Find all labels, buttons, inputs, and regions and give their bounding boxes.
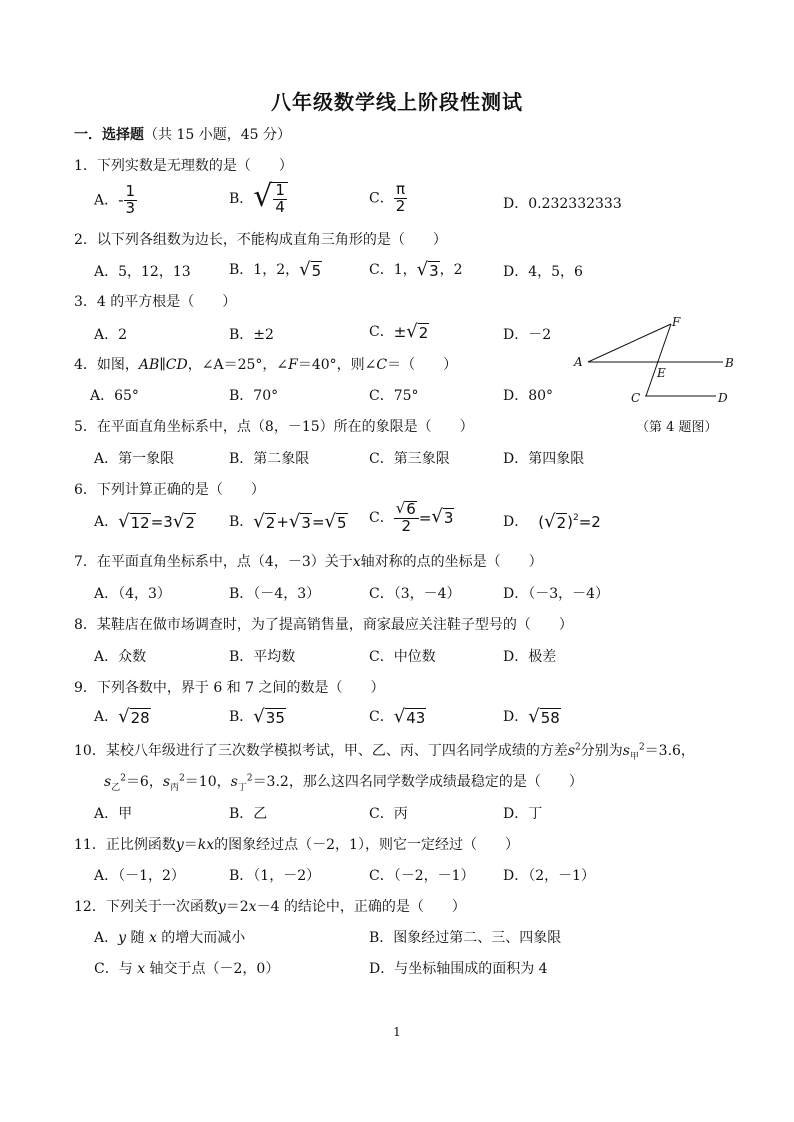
q9-option-c: C． √ 43 <box>369 705 426 727</box>
radical: √ 5 <box>299 258 322 280</box>
radical: √ 3 <box>416 258 439 280</box>
q8-option-a: A．众数 <box>94 649 147 665</box>
q5-option-a: A．第一象限 <box>94 451 175 467</box>
q6-option-b: B． √ 2 + √ 3 = √ 5 <box>229 510 347 532</box>
q4-geometry-figure <box>568 314 738 408</box>
question-5-stem: 5．在平面直角坐标系中，点（8，－15）所在的象限是（ ） <box>74 419 474 435</box>
q10-option-c: C．丙 <box>369 806 408 822</box>
q8-option-c: C．中位数 <box>369 649 436 665</box>
q7-option-d: D．（－3，－4） <box>503 586 610 602</box>
q3-option-c: C．± √ 2 <box>369 320 429 342</box>
q11-option-c: C．（－2，－1） <box>369 868 475 884</box>
q2-option-d: D．4，5，6 <box>503 264 583 280</box>
q6-option-c: C． √ 6 2 = √ 3 <box>369 499 454 535</box>
q8-option-d: D．极差 <box>503 649 557 665</box>
label-d: D <box>718 391 728 405</box>
q7-option-b: B．（－4，3） <box>229 586 321 602</box>
q12-option-b: B．图象经过第二、三、四象限 <box>369 930 562 946</box>
question-4-stem: 4．如图，AB∥CD，∠A＝25°，∠F＝40°，则∠C＝（ ） <box>74 357 458 373</box>
q6-option-d: D． ( √ 2 )2=2 <box>503 510 601 532</box>
q11-option-a: A．（－1，2） <box>94 868 185 884</box>
page-title: 八年级数学线上阶段性测试 <box>271 90 523 114</box>
q12-option-c: C．与 x 轴交于点（－2，0） <box>94 961 280 977</box>
question-10-stem-line1: 10．某校八年级进行了三次数学模拟考试，甲、乙、丙、丁四名同学成绩的方差$s^2$分别为$s_甲^2=3.6$， <box>74 742 695 762</box>
q4-option-c: C．75° <box>369 388 419 404</box>
q2-option-c: C．1， √ 3 ，2 <box>369 258 463 280</box>
segment-af <box>588 324 671 362</box>
q9-option-b: B． √ 35 <box>229 705 285 727</box>
page-number: 1 <box>393 1025 401 1039</box>
q10-option-d: D．丁 <box>503 806 543 822</box>
question-9-stem: 9．下列各数中，界于 6 和 7 之间的数是（ ） <box>74 680 385 696</box>
segment-fc <box>646 324 671 396</box>
section-heading: 一．选择题（共 15 小题，45 分） <box>74 127 291 143</box>
q5-option-d: D．第四象限 <box>503 451 585 467</box>
q3-option-b: B．±2 <box>229 327 274 343</box>
question-1-stem: 1．下列实数是无理数的是（ ） <box>74 158 293 174</box>
question-10-stem-line2: $s_乙^2=6$，$s_丙^2=10$，$s_丁^2=3.2$，那么这四名同学数学成绩最稳定的是（ ） <box>104 773 583 793</box>
q3-option-a: A．2 <box>94 327 128 343</box>
label-a: A <box>574 355 583 369</box>
label-c: C <box>631 391 641 405</box>
label-e: E <box>657 366 666 380</box>
q9-option-a: A． √ 28 <box>94 705 150 727</box>
question-8-stem: 8．某鞋店在做市场调查时，为了提高销售量，商家最应关注鞋子型号的（ ） <box>74 617 573 633</box>
label-f: F <box>672 315 681 329</box>
fraction: $\frac{\pi}{2}$ <box>395 180 406 215</box>
radical: √ 2 <box>406 320 429 342</box>
q4-option-d: D．80° <box>503 388 554 404</box>
q1-option-c: C． $\frac{\pi}{2}$ <box>369 180 406 215</box>
question-7-stem: 7．在平面直角坐标系中，点（4，－3）关于x轴对称的点的坐标是（ ） <box>74 554 543 570</box>
q4-option-a: A．65° <box>90 388 139 404</box>
q6-option-a: A． √ 12 =3 √ 2 <box>94 510 195 532</box>
q12-option-a: A．y 随 x 的增大而减小 <box>94 930 246 946</box>
q11-option-d: D．（2，－1） <box>503 868 596 884</box>
q1-option-b: B． √ $\frac{1}{4}$ <box>229 182 288 216</box>
label-b: B <box>725 356 734 370</box>
fraction: $\frac{1}{3}$ <box>125 182 136 217</box>
q3-option-d: D．－2 <box>503 327 552 343</box>
q7-option-a: A．（4，3） <box>94 586 171 602</box>
q2-option-b: B．1，2， √ 5 <box>229 258 322 280</box>
q1-option-a: A．- $\frac{1}{3}$ <box>94 182 136 217</box>
q8-option-b: B．平均数 <box>229 649 296 665</box>
q7-option-c: C．（3，－4） <box>369 586 461 602</box>
question-12-stem: 12．下列关于一次函数y＝2x－4 的结论中，正确的是（ ） <box>74 899 466 915</box>
q5-option-b: B．第二象限 <box>229 451 310 467</box>
q11-option-b: B．（1，－2） <box>229 868 321 884</box>
q1-option-d: D．0.232332333 <box>503 196 622 212</box>
question-2-stem: 2．以下列各组数为边长，不能构成直角三角形的是（ ） <box>74 232 447 248</box>
question-6-stem: 6．下列计算正确的是（ ） <box>74 482 265 498</box>
q9-option-d: D． √ 58 <box>503 705 560 727</box>
q5-option-c: C．第三象限 <box>369 451 450 467</box>
q10-option-b: B．乙 <box>229 806 268 822</box>
q12-option-d: D．与坐标轴围成的面积为 4 <box>369 961 548 977</box>
q2-option-a: A．5，12，13 <box>94 264 191 280</box>
question-3-stem: 3．4 的平方根是（ ） <box>74 294 237 310</box>
q4-option-b: B．70° <box>229 388 279 404</box>
figure-caption: （第 4 题图） <box>636 420 718 435</box>
radical: √ $\frac{1}{4}$ <box>253 182 288 216</box>
question-11-stem: 11．正比例函数y＝kx的图象经过点（－2，1），则它一定经过（ ） <box>74 837 519 853</box>
q10-option-a: A．甲 <box>94 806 133 822</box>
